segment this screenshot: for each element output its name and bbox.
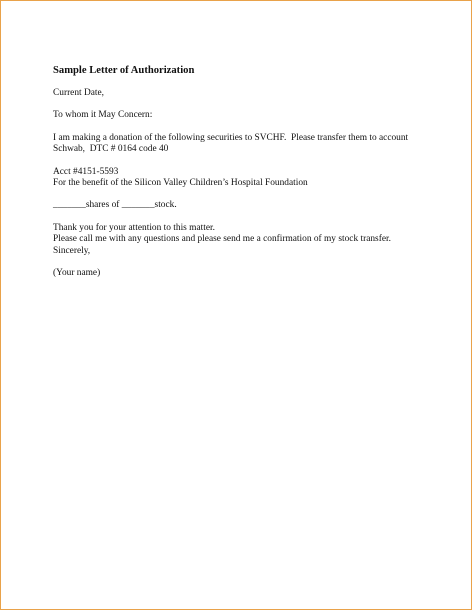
donation-paragraph: [53, 133, 453, 156]
account-paragraph: [53, 167, 453, 190]
shares-line: _______shares of _______stock.: [53, 200, 177, 211]
letter-title: Sample Letter of Authorization: [53, 65, 195, 76]
signature-paragraph: [53, 268, 453, 279]
donation-line-1: I am making a donation of the following securities to SVCHF. Please transfer them to account: [53, 132, 409, 143]
date-paragraph: [53, 88, 453, 99]
donation-line-2: Schwab, DTC # 0164 code 40: [53, 144, 169, 155]
benefit-line: For the benefit of the Silicon Valley Children’s Hospital Foundation: [53, 178, 308, 189]
request-line: Please call me with any questions and please send me a confirmation of my stock transfer.: [53, 234, 391, 245]
account-line: Acct #4151-5593: [53, 166, 119, 177]
salutation-line: To whom it May Concern:: [53, 110, 153, 121]
letter-body: [53, 64, 453, 290]
shares-paragraph: [53, 200, 453, 211]
date-line: Current Date,: [53, 88, 105, 98]
closing-paragraph: [53, 223, 453, 257]
signature-line: (Your name): [53, 268, 101, 279]
thanks-line: Thank you for your attention to this matter.: [53, 222, 215, 233]
salutation-paragraph: [53, 110, 453, 121]
closing-line: Sincerely,: [53, 245, 91, 256]
